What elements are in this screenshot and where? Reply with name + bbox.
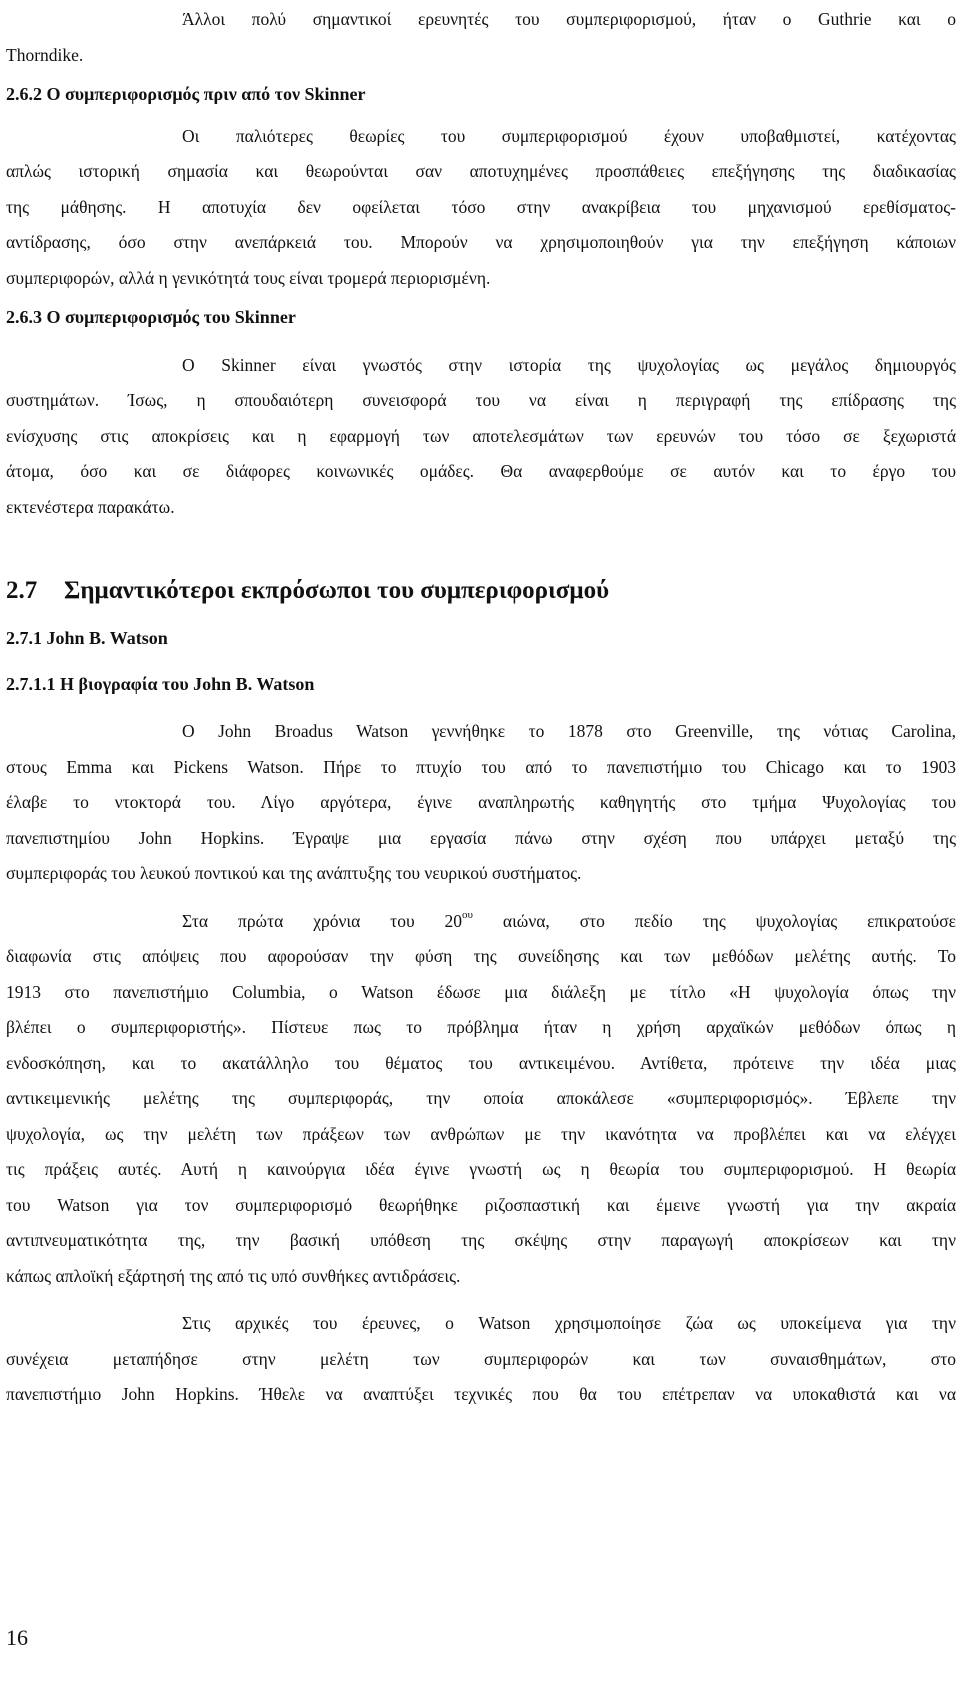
paragraph-line: συμπεριφοράς του λευκού ποντικού και της ανάπτυξης του νευρικού συστήματος. bbox=[6, 863, 582, 883]
paragraph-line: συμπεριφορών, αλλά η γενικότητά τους είναι τρομερά περιορισμένη. bbox=[6, 267, 491, 288]
paragraph-line: διαφωνία στις απόψεις που αφορούσαν την φύση της συνείδησης και των μεθόδων μελέτης αυτής. Το bbox=[6, 946, 956, 966]
paragraph-early-research bbox=[6, 1306, 956, 1413]
paragraph-line: της μάθησης. Η αποτυχία δεν οφείλεται τόσο στην ανακρίβεια του μηχανισμού ερεθίσματος- bbox=[6, 196, 956, 217]
page-number: 16 bbox=[6, 1625, 28, 1650]
paragraph-line: 1913 στο πανεπιστήμιο Columbia, ο Watson έδωσε μια διάλεξη με τίτλο «Η ψυχολογία όπως την bbox=[6, 981, 956, 1002]
heading-number: 2.7 bbox=[6, 577, 38, 604]
paragraph-guthrie bbox=[6, 2, 956, 73]
paragraph-line: ενδοσκόπηση, και το ακατάλληλο του θέματος του αντικειμένου. Αντίθετα, πρότεινε την ιδέα μιας bbox=[6, 1052, 956, 1073]
paragraph-line: Στις αρχικές του έρευνες, ο Watson χρησιμοποίησε ζώα ως υποκείμενα για την bbox=[182, 1313, 956, 1333]
paragraph-line: Thorndike. bbox=[6, 44, 84, 65]
paragraph-line: απλώς ιστορική σημασία και θεωρούνται σαν αποτυχημένες προσπάθειες επεξήγησης της διαδικασίας bbox=[6, 161, 956, 181]
line-text: αιώνα, στο πεδίο της ψυχολογίας επικρατούσε bbox=[473, 910, 956, 931]
heading-2-7-1: 2.7.1 John B. Watson bbox=[6, 628, 168, 648]
paragraph-early-20th-century bbox=[6, 904, 956, 1295]
paragraph-line: εκτενέστερα παρακάτω. bbox=[6, 496, 175, 517]
paragraph-line: αντικειμενικής μελέτης της συμπεριφοράς, την οποία αποκάλεσε «συμπεριφορισμός». Έβλεπε την bbox=[6, 1088, 956, 1108]
heading-2-6-3: 2.6.3 Ο συμπεριφορισμός του Skinner bbox=[6, 307, 296, 327]
heading-2-7 bbox=[6, 571, 956, 611]
paragraph-line: συστημάτων. Ίσως, η σπουδαιότερη συνεισφορά του να είναι η περιγραφή της επίδρασης της bbox=[6, 390, 956, 410]
paragraph-line: τις πράξεις αυτές. Αυτή η καινούργια ιδέα έγινε γνωστή ως η θεωρία του συμπεριφορισμού. Η θεωρία bbox=[6, 1159, 956, 1179]
paragraph-line: του Watson για τον συμπεριφορισμό θεωρήθηκε ριζοσπαστική και έμεινε γνωστή για την ακραία bbox=[6, 1194, 956, 1215]
paragraph-line: στους Emma και Pickens Watson. Πήρε το πτυχίο του από το πανεπιστήμιο του Chicago και το 1903 bbox=[6, 756, 956, 777]
paragraph-older-theories bbox=[6, 119, 956, 297]
paragraph-line: ενίσχυσης στις αποκρίσεις και η εφαρμογή των αποτελεσμάτων των ερευνών του τόσο σε ξεχωριστά bbox=[6, 425, 956, 446]
heading-2-7-1-1: 2.7.1.1 Η βιογραφία του John B. Watson bbox=[6, 673, 315, 694]
paragraph-line: βλέπει ο συμπεριφοριστής». Πίστευε πως το πρόβλημα ήταν η χρήση αρχαϊκών μεθόδων όπως η bbox=[6, 1017, 956, 1037]
paragraph-line: ψυχολογία, ως την μελέτη των πράξεων των ανθρώπων με την ικανότητα να προβλέπει και να ελέγχει bbox=[6, 1123, 956, 1144]
paragraph-watson-bio bbox=[6, 714, 956, 892]
paragraph-line: έλαβε το ντοκτορά του. Λίγο αργότερα, έγινε αναπληρωτής καθηγητής στο τμήμα Ψυχολογίας του bbox=[6, 792, 956, 812]
paragraph-line: Ο Skinner είναι γνωστός στην ιστορία της ψυχολογίας ως μεγάλος δημιουργός bbox=[182, 354, 956, 375]
heading-title: Σημαντικότεροι εκπρόσωποι του συμπεριφορισμού bbox=[64, 577, 610, 604]
paragraph-line: Άλλοι πολύ σημαντικοί ερευνητές του συμπεριφορισμού, ήταν ο Guthrie και ο bbox=[182, 9, 956, 29]
paragraph-line: πανεπιστήμιο John Hopkins. Ήθελε να αναπτύξει τεχνικές που θα του επέτρεπαν να υποκαθιστά και να bbox=[6, 1384, 956, 1404]
paragraph-line: πανεπιστημίου John Hopkins. Έγραψε μια εργασία πάνω στην σχέση που υπάρχει μεταξύ της bbox=[6, 827, 956, 848]
paragraph-line: Ο John Broadus Watson γεννήθηκε το 1878 στο Greenville, της νότιας Carolina, bbox=[182, 721, 956, 741]
paragraph-line: άτομα, όσο και σε διάφορες κοινωνικές ομάδες. Θα αναφερθούμε σε αυτόν και το έργο του bbox=[6, 461, 956, 481]
document-page bbox=[6, 0, 956, 1413]
superscript: ου bbox=[462, 908, 473, 921]
paragraph-line: αντίδρασης, όσο στην ανεπάρκειά του. Μπορούν να χρησιμοποιηθούν για την επεξήγηση κάποιων bbox=[6, 232, 956, 252]
heading-2-6-2: 2.6.2 Ο συμπεριφορισμός πριν από τον Skinner bbox=[6, 84, 366, 104]
paragraph-line: αντιπνευματικότητα της, την βασική υπόθεση της σκέψης στην παραγωγή αποκρίσεων και την bbox=[6, 1230, 956, 1250]
paragraph-line bbox=[6, 904, 956, 940]
line-text: Στα πρώτα χρόνια του 20 bbox=[182, 910, 463, 931]
paragraph-line: συνέχεια μεταπήδησε στην μελέτη των συμπεριφορών και των συναισθημάτων, στο bbox=[6, 1348, 956, 1369]
paragraph-skinner bbox=[6, 348, 956, 526]
paragraph-line: κάπως απλοϊκή εξάρτησή της από τις υπό συνθήκες αντιδράσεις. bbox=[6, 1265, 461, 1286]
paragraph-line: Οι παλιότερες θεωρίες του συμπεριφορισμού έχουν υποβαθμιστεί, κατέχοντας bbox=[182, 125, 956, 146]
